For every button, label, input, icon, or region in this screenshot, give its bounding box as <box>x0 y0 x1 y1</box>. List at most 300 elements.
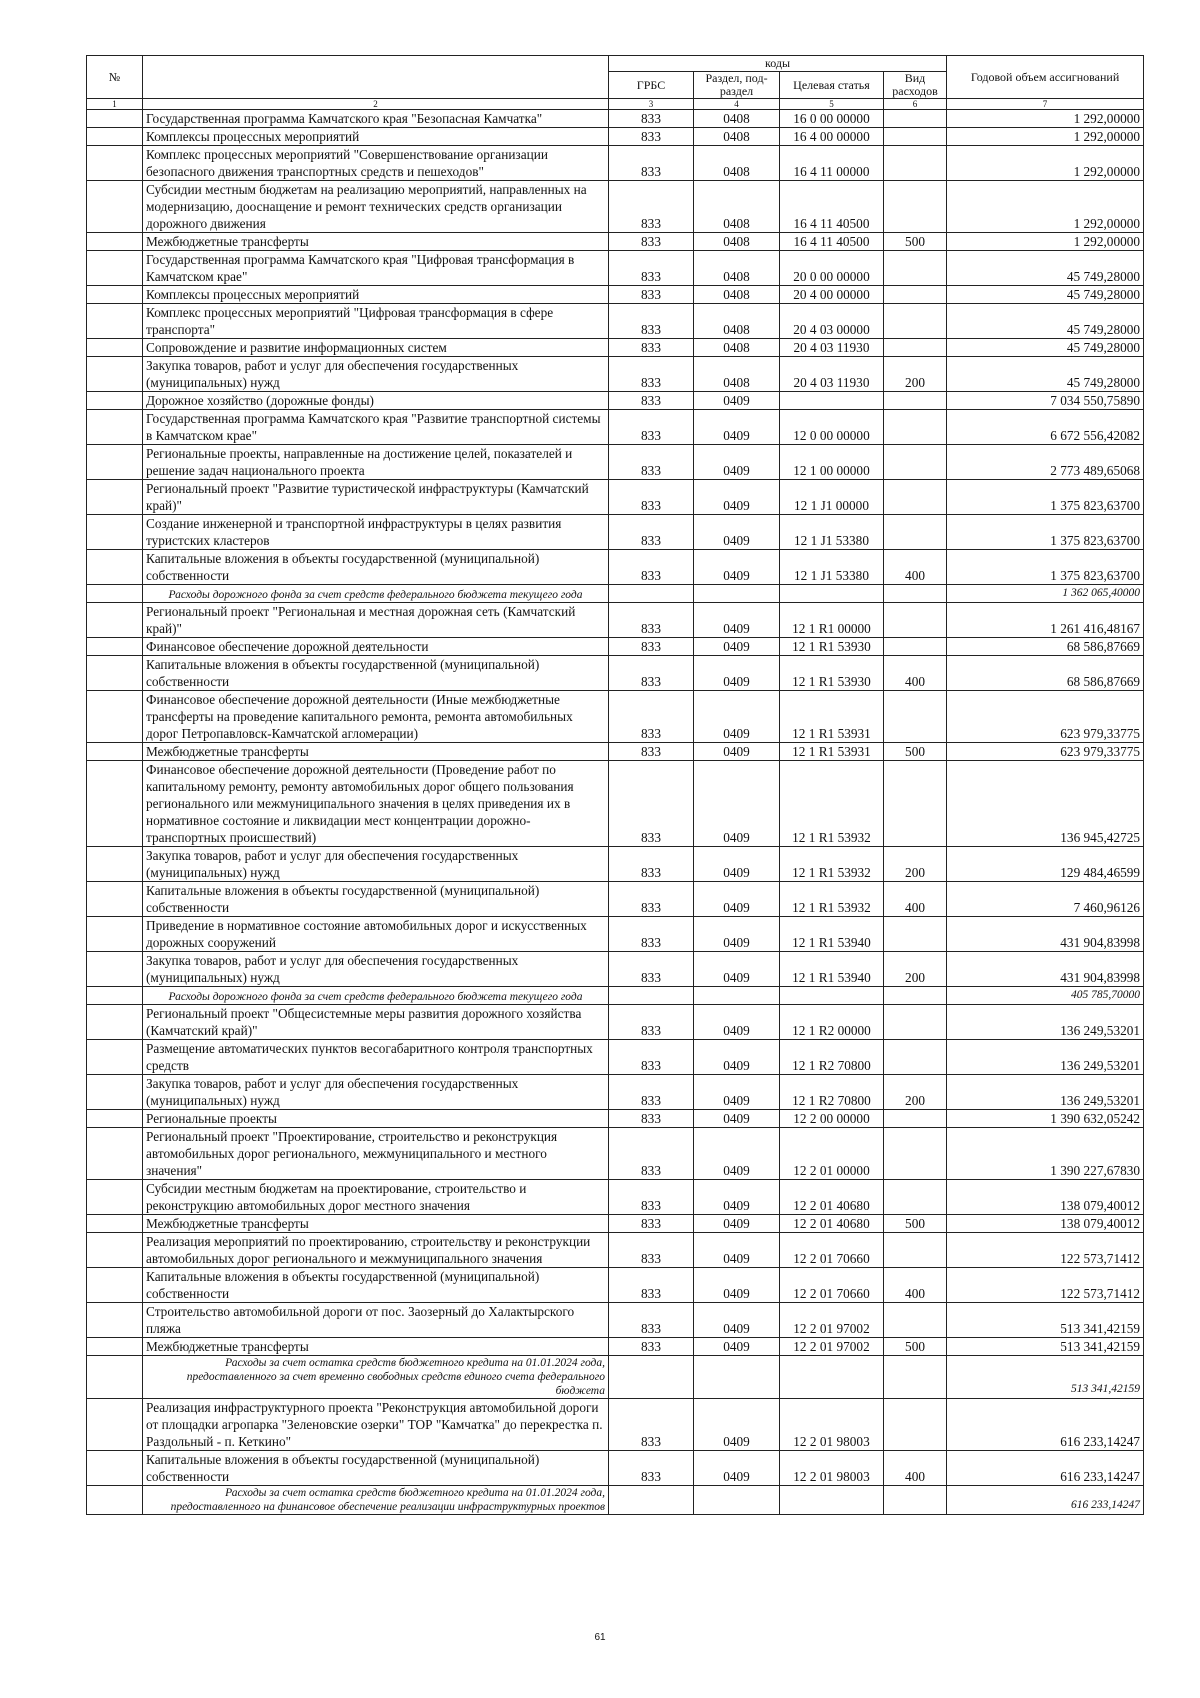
section-cell: 0409 <box>694 1075 780 1110</box>
row-description: Расходы за счет остатка средств бюджетного кредита на 01.01.2024 года, предоставленного на финансовое обеспечение реализации инфраструктурных проектов <box>143 1486 609 1515</box>
grbs-cell: 833 <box>609 339 694 357</box>
section-cell: 0409 <box>694 445 780 480</box>
amount-cell: 1 292,00000 <box>947 110 1144 128</box>
section-cell: 0408 <box>694 128 780 146</box>
grbs-cell: 833 <box>609 181 694 233</box>
amount-cell: 1 292,00000 <box>947 128 1144 146</box>
table-row <box>87 1180 1144 1215</box>
section-cell: 0408 <box>694 233 780 251</box>
table-row <box>87 251 1144 286</box>
target-cell: 12 1 R1 53931 <box>780 743 884 761</box>
num <box>87 233 143 251</box>
section-cell: 0409 <box>694 1180 780 1215</box>
kind-cell <box>884 286 947 304</box>
kind-cell: 500 <box>884 233 947 251</box>
num <box>87 128 143 146</box>
kind-cell <box>884 1356 947 1399</box>
num <box>87 952 143 987</box>
row-description: Закупка товаров, работ и услуг для обеспечения государственных (муниципальных) нужд <box>143 1075 609 1110</box>
grbs-cell: 833 <box>609 638 694 656</box>
target-cell: 12 2 01 97002 <box>780 1303 884 1338</box>
kind-cell <box>884 1486 947 1515</box>
table-row <box>87 1451 1144 1486</box>
num <box>87 691 143 743</box>
grbs-cell: 833 <box>609 603 694 638</box>
note-row <box>87 585 1144 603</box>
table-row <box>87 515 1144 550</box>
grbs-cell: 833 <box>609 1451 694 1486</box>
target-cell: 12 2 01 70660 <box>780 1233 884 1268</box>
grbs-cell: 833 <box>609 1075 694 1110</box>
kind-cell <box>884 691 947 743</box>
row-description: Государственная программа Камчатского края "Цифровая трансформация в Камчатском крае" <box>143 251 609 286</box>
grbs-cell: 833 <box>609 1040 694 1075</box>
grbs-cell: 833 <box>609 761 694 847</box>
row-description: Капитальные вложения в объекты государственной (муниципальной) собственности <box>143 1451 609 1486</box>
amount-cell: 1 375 823,63700 <box>947 515 1144 550</box>
table-row <box>87 445 1144 480</box>
grbs-cell: 833 <box>609 392 694 410</box>
table-row <box>87 110 1144 128</box>
target-cell: 12 2 01 40680 <box>780 1180 884 1215</box>
section-cell: 0409 <box>694 1040 780 1075</box>
row-description: Комплексы процессных мероприятий <box>143 286 609 304</box>
table-row <box>87 761 1144 847</box>
row-description: Региональные проекты <box>143 1110 609 1128</box>
target-cell: 16 0 00 00000 <box>780 110 884 128</box>
target-cell <box>780 585 884 603</box>
row-description: Межбюджетные трансферты <box>143 1338 609 1356</box>
section-cell: 0409 <box>694 761 780 847</box>
kind-cell <box>884 181 947 233</box>
num <box>87 286 143 304</box>
grbs-cell: 833 <box>609 251 694 286</box>
target-cell: 16 4 00 00000 <box>780 128 884 146</box>
section-cell: 0409 <box>694 480 780 515</box>
amount-cell: 1 292,00000 <box>947 146 1144 181</box>
section-cell: 0409 <box>694 1338 780 1356</box>
target-cell: 12 1 J1 53380 <box>780 515 884 550</box>
section-cell: 0408 <box>694 286 780 304</box>
table-row <box>87 1075 1144 1110</box>
row-description: Расходы дорожного фонда за счет средств федерального бюджета текущего года <box>143 585 609 603</box>
section-cell: 0409 <box>694 1303 780 1338</box>
amount-cell: 616 233,14247 <box>947 1451 1144 1486</box>
row-description: Капитальные вложения в объекты государственной (муниципальной) собственности <box>143 550 609 585</box>
page-number: 61 <box>594 1632 606 1643</box>
section-cell: 0408 <box>694 339 780 357</box>
row-description: Субсидии местным бюджетам на проектирование, строительство и реконструкцию автомобильных дорог местного значения <box>143 1180 609 1215</box>
amount-cell: 623 979,33775 <box>947 691 1144 743</box>
grbs-cell: 833 <box>609 691 694 743</box>
section-cell: 0409 <box>694 952 780 987</box>
table-body <box>87 110 1144 1515</box>
grbs-cell: 833 <box>609 286 694 304</box>
grbs-cell: 833 <box>609 917 694 952</box>
kind-cell <box>884 1040 947 1075</box>
kind-cell: 400 <box>884 550 947 585</box>
section-cell: 0409 <box>694 1399 780 1451</box>
target-cell: 20 4 03 11930 <box>780 357 884 392</box>
kind-cell: 500 <box>884 743 947 761</box>
target-cell: 12 1 00 00000 <box>780 445 884 480</box>
section-cell: 0409 <box>694 847 780 882</box>
section-cell: 0409 <box>694 550 780 585</box>
target-cell: 12 1 R2 00000 <box>780 1005 884 1040</box>
kind-cell <box>884 304 947 339</box>
kind-cell <box>884 1128 947 1180</box>
row-description: Межбюджетные трансферты <box>143 1215 609 1233</box>
section-cell: 0409 <box>694 691 780 743</box>
table-row <box>87 128 1144 146</box>
target-cell: 12 1 R1 53930 <box>780 638 884 656</box>
grbs-cell: 833 <box>609 1338 694 1356</box>
amount-cell: 136 249,53201 <box>947 1005 1144 1040</box>
num <box>87 656 143 691</box>
row-description: Комплекс процессных мероприятий "Совершенствование организации безопасного движения транспортных средств и пешеходов" <box>143 146 609 181</box>
num <box>87 251 143 286</box>
target-cell: 16 4 11 40500 <box>780 181 884 233</box>
num <box>87 550 143 585</box>
table-row <box>87 691 1144 743</box>
target-cell: 20 0 00 00000 <box>780 251 884 286</box>
target-cell: 12 2 01 98003 <box>780 1399 884 1451</box>
kind-cell <box>884 339 947 357</box>
table-row <box>87 286 1144 304</box>
row-description: Закупка товаров, работ и услуг для обеспечения государственных (муниципальных) нужд <box>143 952 609 987</box>
row-description: Размещение автоматических пунктов весогабаритного контроля транспортных средств <box>143 1040 609 1075</box>
table-row <box>87 181 1144 233</box>
row-description: Комплекс процессных мероприятий "Цифровая трансформация в сфере транспорта" <box>143 304 609 339</box>
kind-cell: 400 <box>884 1268 947 1303</box>
row-description: Создание инженерной и транспортной инфраструктуры в целях развития туристских кластеров <box>143 515 609 550</box>
section-cell: 0408 <box>694 146 780 181</box>
num <box>87 917 143 952</box>
table-row <box>87 638 1144 656</box>
table-row <box>87 550 1144 585</box>
amount-cell: 7 034 550,75890 <box>947 392 1144 410</box>
target-cell: 12 1 R1 53932 <box>780 761 884 847</box>
section-cell: 0409 <box>694 1128 780 1180</box>
row-description: Субсидии местным бюджетам на реализацию мероприятий, направленных на модернизацию, дооснащение и ремонт технических средств организации дорожного движения <box>143 181 609 233</box>
row-description: Закупка товаров, работ и услуг для обеспечения государственных (муниципальных) нужд <box>143 847 609 882</box>
num <box>87 847 143 882</box>
section-cell: 0409 <box>694 410 780 445</box>
kind-cell <box>884 987 947 1005</box>
kind-cell <box>884 146 947 181</box>
section-cell: 0409 <box>694 743 780 761</box>
num <box>87 1268 143 1303</box>
target-cell: 16 4 11 00000 <box>780 146 884 181</box>
num <box>87 181 143 233</box>
amount-cell: 45 749,28000 <box>947 357 1144 392</box>
kind-cell <box>884 480 947 515</box>
row-description: Региональные проекты, направленные на достижение целей, показателей и решение задач национального проекта <box>143 445 609 480</box>
row-description: Реализация мероприятий по проектированию, строительству и реконструкции автомобильных дорог регионального и межмуниципального значения <box>143 1233 609 1268</box>
kind-cell: 200 <box>884 1075 947 1110</box>
grbs-cell: 833 <box>609 1110 694 1128</box>
amount-cell: 513 341,42159 <box>947 1338 1144 1356</box>
table-row <box>87 882 1144 917</box>
section-cell: 0408 <box>694 357 780 392</box>
amount-cell: 136 945,42725 <box>947 761 1144 847</box>
row-description: Расходы дорожного фонда за счет средств федерального бюджета текущего года <box>143 987 609 1005</box>
target-cell: 12 1 R2 70800 <box>780 1040 884 1075</box>
row-description: Комплексы процессных мероприятий <box>143 128 609 146</box>
grbs-cell: 833 <box>609 410 694 445</box>
amount-cell: 68 586,87669 <box>947 638 1144 656</box>
kind-cell <box>884 1233 947 1268</box>
kind-cell: 500 <box>884 1338 947 1356</box>
amount-cell: 616 233,14247 <box>947 1486 1144 1515</box>
section-cell: 0409 <box>694 603 780 638</box>
grbs-cell: 833 <box>609 128 694 146</box>
row-description: Капитальные вложения в объекты государственной (муниципальной) собственности <box>143 1268 609 1303</box>
kind-cell <box>884 110 947 128</box>
kind-cell <box>884 445 947 480</box>
grbs-cell: 833 <box>609 1399 694 1451</box>
section-cell <box>694 1486 780 1515</box>
target-cell: 12 0 00 00000 <box>780 410 884 445</box>
section-cell <box>694 1356 780 1399</box>
kind-cell <box>884 1303 947 1338</box>
num <box>87 1486 143 1515</box>
target-cell: 12 1 R1 53940 <box>780 917 884 952</box>
num <box>87 1110 143 1128</box>
section-cell: 0408 <box>694 110 780 128</box>
kind-cell <box>884 1180 947 1215</box>
section-cell <box>694 987 780 1005</box>
grbs-cell: 833 <box>609 1128 694 1180</box>
table-header <box>87 56 1144 110</box>
row-description: Региональный проект "Развитие туристической инфраструктуры (Камчатский край)" <box>143 480 609 515</box>
row-description: Сопровождение и развитие информационных систем <box>143 339 609 357</box>
section-cell <box>694 585 780 603</box>
num <box>87 1399 143 1451</box>
kind-cell <box>884 1399 947 1451</box>
table-row <box>87 1233 1144 1268</box>
table-row <box>87 357 1144 392</box>
table-row <box>87 1215 1144 1233</box>
amount-cell: 2 773 489,65068 <box>947 445 1144 480</box>
row-description: Капитальные вложения в объекты государственной (муниципальной) собственности <box>143 882 609 917</box>
amount-cell: 616 233,14247 <box>947 1399 1144 1451</box>
header-section: Раздел, под-раздел <box>694 72 780 99</box>
amount-cell: 513 341,42159 <box>947 1303 1144 1338</box>
header-codes: коды <box>609 56 947 72</box>
table-row <box>87 1338 1144 1356</box>
target-cell: 12 2 01 70660 <box>780 1268 884 1303</box>
table-row <box>87 1303 1144 1338</box>
num <box>87 882 143 917</box>
num <box>87 1040 143 1075</box>
table-row <box>87 1005 1144 1040</box>
grbs-cell: 833 <box>609 550 694 585</box>
table-row <box>87 304 1144 339</box>
grbs-cell: 833 <box>609 357 694 392</box>
kind-cell <box>884 1005 947 1040</box>
amount-cell: 513 341,42159 <box>947 1356 1144 1399</box>
header-kind: Вид расходов <box>884 72 947 99</box>
num <box>87 1128 143 1180</box>
amount-cell: 136 249,53201 <box>947 1040 1144 1075</box>
target-cell: 12 1 R1 53931 <box>780 691 884 743</box>
row-description: Строительство автомобильной дороги от пос. Заозерный до Халактырского пляжа <box>143 1303 609 1338</box>
amount-cell: 623 979,33775 <box>947 743 1144 761</box>
amount-cell: 136 249,53201 <box>947 1075 1144 1110</box>
target-cell: 12 1 R1 53940 <box>780 952 884 987</box>
row-description: Капитальные вложения в объекты государственной (муниципальной) собственности <box>143 656 609 691</box>
amount-cell: 7 460,96126 <box>947 882 1144 917</box>
amount-cell: 1 292,00000 <box>947 181 1144 233</box>
num <box>87 1005 143 1040</box>
row-description: Дорожное хозяйство (дорожные фонды) <box>143 392 609 410</box>
num <box>87 987 143 1005</box>
table-row <box>87 603 1144 638</box>
kind-cell: 200 <box>884 847 947 882</box>
grbs-cell: 833 <box>609 1233 694 1268</box>
table-row <box>87 480 1144 515</box>
target-cell: 12 1 R1 00000 <box>780 603 884 638</box>
kind-cell: 500 <box>884 1215 947 1233</box>
row-description: Государственная программа Камчатского края "Безопасная Камчатка" <box>143 110 609 128</box>
note-row <box>87 987 1144 1005</box>
num <box>87 603 143 638</box>
table-row <box>87 146 1144 181</box>
row-description: Государственная программа Камчатского края "Развитие транспортной системы в Камчатском крае" <box>143 410 609 445</box>
amount-cell: 45 749,28000 <box>947 339 1144 357</box>
kind-cell <box>884 1110 947 1128</box>
kind-cell <box>884 761 947 847</box>
num <box>87 638 143 656</box>
grbs-cell: 833 <box>609 480 694 515</box>
target-cell <box>780 392 884 410</box>
amount-cell: 1 362 065,40000 <box>947 585 1144 603</box>
target-cell <box>780 1486 884 1515</box>
num <box>87 1356 143 1399</box>
col-number: 1 <box>87 99 143 110</box>
num <box>87 339 143 357</box>
target-cell: 12 1 R1 53930 <box>780 656 884 691</box>
kind-cell <box>884 515 947 550</box>
amount-cell: 431 904,83998 <box>947 952 1144 987</box>
col-number: 2 <box>143 99 609 110</box>
section-cell: 0408 <box>694 304 780 339</box>
num <box>87 585 143 603</box>
note-row <box>87 1486 1144 1515</box>
amount-cell: 129 484,46599 <box>947 847 1144 882</box>
target-cell: 16 4 11 40500 <box>780 233 884 251</box>
table-row <box>87 1110 1144 1128</box>
amount-cell: 1 390 227,67830 <box>947 1128 1144 1180</box>
num <box>87 410 143 445</box>
header-num: № <box>87 56 143 99</box>
grbs-cell: 833 <box>609 743 694 761</box>
grbs-cell <box>609 987 694 1005</box>
section-cell: 0409 <box>694 1233 780 1268</box>
table-row <box>87 917 1144 952</box>
section-cell: 0409 <box>694 882 780 917</box>
table-row <box>87 233 1144 251</box>
kind-cell: 200 <box>884 952 947 987</box>
amount-cell: 1 261 416,48167 <box>947 603 1144 638</box>
row-description: Межбюджетные трансферты <box>143 233 609 251</box>
grbs-cell: 833 <box>609 1215 694 1233</box>
target-cell: 12 1 R1 53932 <box>780 847 884 882</box>
target-cell <box>780 987 884 1005</box>
target-cell: 20 4 03 11930 <box>780 339 884 357</box>
num <box>87 1215 143 1233</box>
table-row <box>87 339 1144 357</box>
target-cell: 12 2 01 00000 <box>780 1128 884 1180</box>
target-cell: 12 2 01 40680 <box>780 1215 884 1233</box>
amount-cell: 45 749,28000 <box>947 251 1144 286</box>
kind-cell <box>884 638 947 656</box>
note-row <box>87 1356 1144 1399</box>
grbs-cell <box>609 1356 694 1399</box>
num <box>87 1303 143 1338</box>
table-row <box>87 1128 1144 1180</box>
amount-cell: 122 573,71412 <box>947 1268 1144 1303</box>
amount-cell: 1 390 632,05242 <box>947 1110 1144 1128</box>
target-cell: 12 2 01 98003 <box>780 1451 884 1486</box>
target-cell <box>780 1356 884 1399</box>
row-description: Межбюджетные трансферты <box>143 743 609 761</box>
grbs-cell: 833 <box>609 304 694 339</box>
table-row <box>87 1040 1144 1075</box>
num <box>87 480 143 515</box>
grbs-cell: 833 <box>609 233 694 251</box>
col-number: 7 <box>947 99 1144 110</box>
table-row <box>87 847 1144 882</box>
kind-cell <box>884 128 947 146</box>
row-description: Расходы за счет остатка средств бюджетного кредита на 01.01.2024 года, предоставленного за счет временно свободных средств единого счета федерального бюджета <box>143 1356 609 1399</box>
section-cell: 0409 <box>694 1215 780 1233</box>
amount-cell: 405 785,70000 <box>947 987 1144 1005</box>
grbs-cell: 833 <box>609 110 694 128</box>
num <box>87 110 143 128</box>
col-number: 5 <box>780 99 884 110</box>
grbs-cell: 833 <box>609 882 694 917</box>
section-cell: 0409 <box>694 1268 780 1303</box>
grbs-cell: 833 <box>609 656 694 691</box>
num <box>87 1338 143 1356</box>
table-row <box>87 952 1144 987</box>
target-cell: 20 4 03 00000 <box>780 304 884 339</box>
section-cell: 0409 <box>694 917 780 952</box>
num <box>87 304 143 339</box>
grbs-cell: 833 <box>609 952 694 987</box>
kind-cell: 400 <box>884 882 947 917</box>
amount-cell: 1 375 823,63700 <box>947 550 1144 585</box>
amount-cell: 1 292,00000 <box>947 233 1144 251</box>
grbs-cell <box>609 585 694 603</box>
num <box>87 445 143 480</box>
header-amount: Годовой объем ассигнований <box>947 56 1144 99</box>
target-cell: 20 4 00 00000 <box>780 286 884 304</box>
num <box>87 515 143 550</box>
target-cell: 12 1 R1 53932 <box>780 882 884 917</box>
col-number: 4 <box>694 99 780 110</box>
target-cell: 12 2 00 00000 <box>780 1110 884 1128</box>
num <box>87 1233 143 1268</box>
row-description: Финансовое обеспечение дорожной деятельности (Иные межбюджетные трансферты на проведение капитального ремонта, ремонта автомобильных дорог Петропавловск-Камчатской агломерации) <box>143 691 609 743</box>
grbs-cell: 833 <box>609 515 694 550</box>
section-cell: 0409 <box>694 1451 780 1486</box>
grbs-cell: 833 <box>609 1268 694 1303</box>
section-cell: 0408 <box>694 251 780 286</box>
num <box>87 1451 143 1486</box>
